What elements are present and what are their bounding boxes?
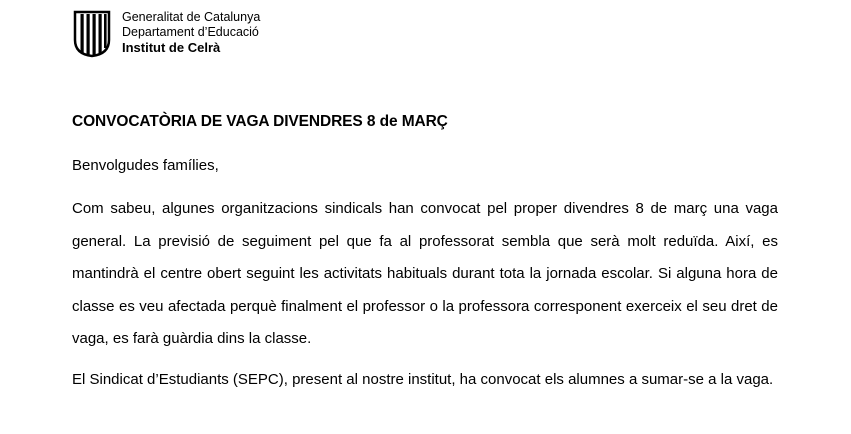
generalitat-logo-icon: [73, 10, 111, 58]
department-name: Departament d’Educació: [122, 25, 259, 39]
document-title: CONVOCATÒRIA DE VAGA DIVENDRES 8 de MARÇ: [72, 113, 448, 130]
body-paragraph-2: El Sindicat d’Estudiants (SEPC), present al nostre institut, ha convocat els alumnes a sumar-se a la vaga.: [72, 371, 774, 388]
letterhead: [73, 10, 260, 58]
school-name: Institut de Celrà: [122, 40, 221, 55]
body-paragraph-1: Com sabeu, algunes organitzacions sindicals han convocat pel proper divendres 8 de març una vaga general. La previsió de seguiment pel que fa al professorat sembla que serà molt reduïda. Així, es mantindrà el centre obert seguint les activitats habituals durant tota la jornada escolar. Si alguna hora de classe es veu afectada perquè finalment el professor o la professora corresponent exerceix el seu dret de vaga, es farà guàrdia dins la classe.: [72, 200, 778, 347]
government-name: Generalitat de Catalunya: [122, 10, 261, 24]
salutation: Benvolgudes famílies,: [72, 157, 219, 174]
organization-block: [122, 10, 260, 55]
